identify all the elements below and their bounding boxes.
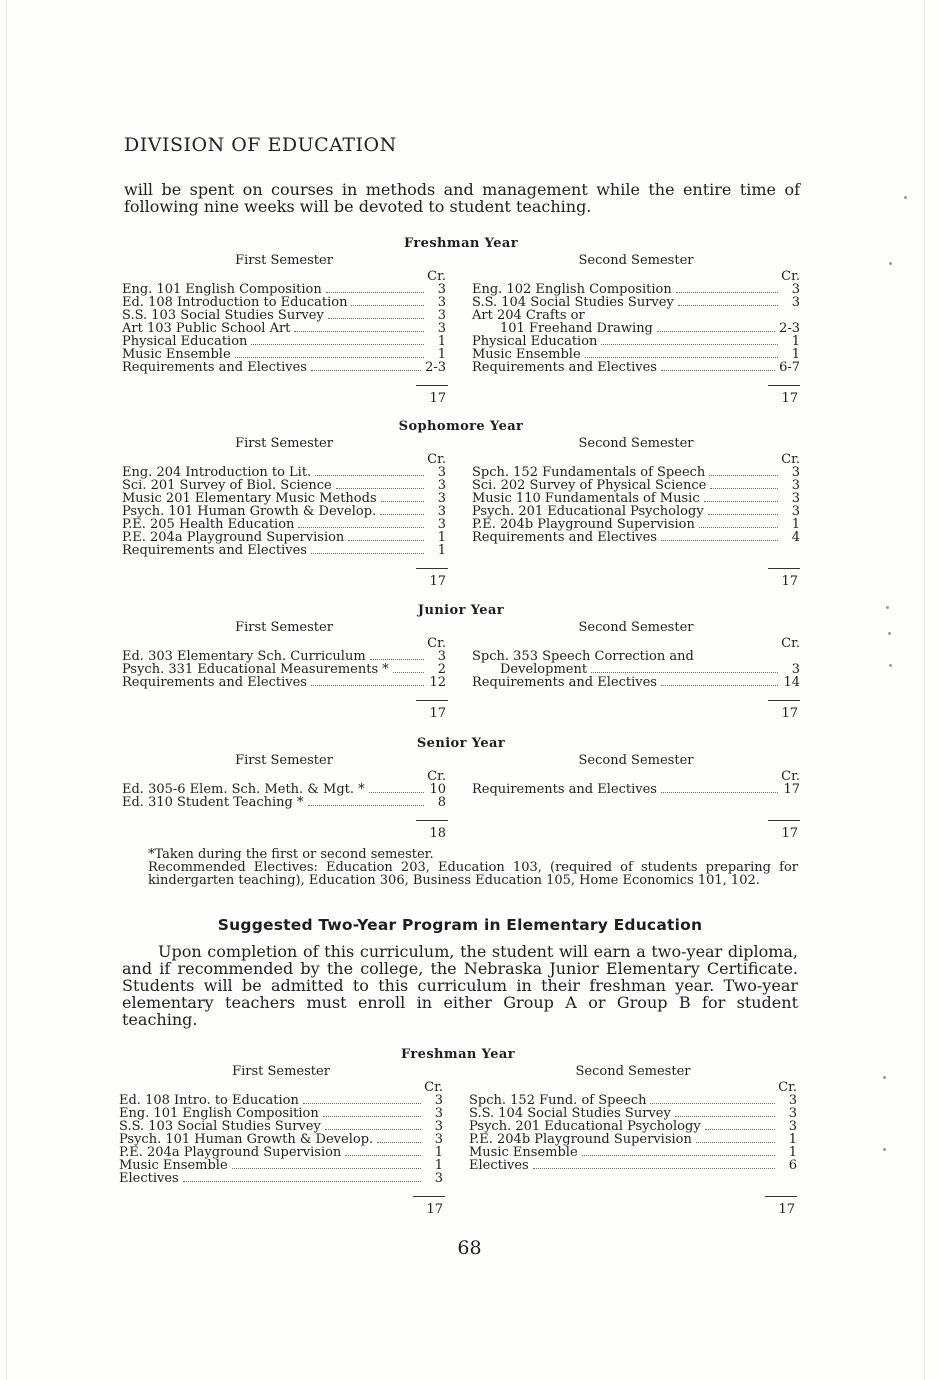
recommended-electives: Recommended Electives: Education 203, Education 103, (required of students preparing for kindergarten teaching), Education 306, Business Education 105, Home Economics 101, 102. — [148, 860, 798, 888]
course-credit: 3 — [434, 1106, 443, 1121]
dot-leader — [585, 357, 778, 358]
dot-leader — [657, 331, 775, 332]
course-name: Music Ensemble — [472, 347, 581, 362]
course-list — [122, 283, 446, 374]
total-rule — [416, 820, 448, 821]
page-number: 68 — [457, 1237, 482, 1259]
margin-speck — [886, 606, 889, 609]
course-name: Requirements and Electives — [122, 543, 307, 558]
second-semester-column — [472, 620, 800, 689]
course-list — [472, 783, 800, 796]
first-semester-column — [122, 436, 446, 557]
course-list — [472, 283, 800, 374]
course-credit: 1 — [437, 543, 446, 558]
dot-leader — [380, 514, 424, 515]
course-row — [122, 796, 446, 809]
semester-total: 17 — [781, 574, 798, 589]
course-credit: 3 — [788, 1106, 797, 1121]
course-credit: 3 — [437, 478, 446, 493]
course-name: Eng. 204 Introduction to Lit. — [122, 465, 312, 480]
course-credit: 3 — [437, 517, 446, 532]
two-year-program-paragraph: Upon completion of this curriculum, the student will earn a two-year diploma, and if recommended by the college, the Nebraska Junior Elementary Certificate. Students will be admitted to this curriculum in their freshman year. Two-year elementary teachers must enroll in either Group A or Group B for student teaching. — [122, 942, 798, 1029]
course-credit: 3 — [437, 321, 446, 336]
total-rule — [768, 568, 800, 569]
course-credit: 3 — [791, 504, 800, 519]
course-list — [122, 650, 446, 689]
course-credit: 1 — [434, 1145, 443, 1160]
dot-leader — [591, 672, 778, 673]
course-credit: 17 — [783, 782, 800, 797]
course-name: S.S. 103 Social Studies Survey — [119, 1119, 321, 1134]
course-credit: 3 — [791, 465, 800, 480]
dot-leader — [251, 344, 424, 345]
course-row — [469, 1159, 797, 1172]
dot-leader — [345, 1155, 421, 1156]
dot-leader — [294, 331, 424, 332]
second-semester-heading: Second Semester — [578, 753, 694, 768]
second-semester-heading: Second Semester — [578, 253, 694, 268]
course-credit: 3 — [437, 465, 446, 480]
two-year-program-heading: Suggested Two-Year Program in Elementary Education — [217, 916, 703, 934]
second-semester-column — [472, 436, 800, 544]
course-credit: 3 — [437, 649, 446, 664]
course-list — [122, 783, 446, 809]
course-name: Requirements and Electives — [472, 360, 657, 375]
margin-speck — [904, 196, 907, 199]
dot-leader — [348, 540, 424, 541]
course-list — [469, 1094, 797, 1172]
course-name: Spch. 152 Fund. of Speech — [469, 1093, 647, 1108]
course-name: Development — [500, 662, 588, 677]
second-semester-column — [469, 1064, 797, 1172]
semester-total: 17 — [429, 574, 446, 589]
year-title: Senior Year — [416, 736, 506, 751]
course-list — [122, 466, 446, 557]
course-name: Psych. 101 Human Growth & Develop. — [122, 504, 377, 519]
semester-total: 17 — [781, 706, 798, 721]
dot-leader — [298, 527, 424, 528]
course-row — [122, 544, 446, 557]
course-name: Music Ensemble — [122, 347, 231, 362]
course-name: P.E. 205 Health Education — [122, 517, 295, 532]
course-name: Ed. 108 Intro. to Education — [119, 1093, 299, 1108]
dot-leader — [235, 357, 424, 358]
dot-leader — [183, 1181, 421, 1182]
second-semester-heading: Second Semester — [578, 620, 694, 635]
course-name: P.E. 204b Playground Supervision — [472, 517, 695, 532]
dot-leader — [678, 305, 778, 306]
margin-speck — [883, 1076, 886, 1079]
dot-leader — [308, 805, 424, 806]
first-semester-heading: First Semester — [235, 620, 333, 635]
first-semester-heading: First Semester — [232, 1064, 330, 1079]
dot-leader — [676, 292, 778, 293]
semester-total: 17 — [781, 391, 798, 406]
course-credit: 1 — [791, 334, 800, 349]
total-rule — [413, 1196, 445, 1197]
course-name: Ed. 310 Student Teaching * — [122, 795, 304, 810]
dot-leader — [326, 292, 424, 293]
first-semester-column — [122, 620, 446, 689]
course-list — [472, 466, 800, 544]
credit-column-heading: Cr. — [781, 452, 800, 467]
course-credit: 4 — [791, 530, 800, 545]
dot-leader — [323, 1116, 421, 1117]
credit-column-heading: Cr. — [781, 269, 800, 284]
total-rule — [768, 820, 800, 821]
first-semester-heading: First Semester — [235, 253, 333, 268]
semester-total: 17 — [429, 391, 446, 406]
course-credit: 3 — [788, 1093, 797, 1108]
total-rule — [416, 385, 448, 386]
course-credit: 3 — [437, 308, 446, 323]
margin-speck — [883, 1148, 886, 1151]
course-credit: 3 — [434, 1119, 443, 1134]
dot-leader — [325, 1129, 421, 1130]
total-rule — [416, 568, 448, 569]
credit-column-heading: Cr. — [781, 636, 800, 651]
dot-leader — [393, 672, 424, 673]
dot-leader — [370, 659, 424, 660]
course-name: Psych. 331 Educational Measurements * — [122, 662, 389, 677]
course-credit: 3 — [791, 282, 800, 297]
dot-leader — [303, 1103, 421, 1104]
dot-leader — [351, 305, 424, 306]
dot-leader — [315, 475, 424, 476]
year-title: Freshman Year — [401, 1047, 515, 1062]
credit-column-heading: Cr. — [778, 1080, 797, 1095]
course-row — [119, 1172, 443, 1185]
course-name: Music 201 Elementary Music Methods — [122, 491, 377, 506]
second-semester-column — [472, 253, 800, 374]
margin-speck — [889, 664, 892, 667]
dot-leader — [696, 1142, 775, 1143]
credit-column-heading: Cr. — [424, 1080, 443, 1095]
course-credit: 14 — [783, 675, 800, 690]
course-credit: 2-3 — [425, 360, 446, 375]
course-name: Electives — [119, 1171, 179, 1186]
course-name: Music Ensemble — [119, 1158, 228, 1173]
dot-leader — [661, 370, 775, 371]
course-name: Requirements and Electives — [472, 782, 657, 797]
course-name: Music Ensemble — [469, 1145, 578, 1160]
course-name: S.S. 103 Social Studies Survey — [122, 308, 324, 323]
course-name: Art 103 Public School Art — [122, 321, 291, 336]
margin-speck — [888, 632, 891, 635]
course-row — [472, 676, 800, 689]
course-name: Psych. 201 Educational Psychology — [469, 1119, 701, 1134]
course-name: P.E. 204a Playground Supervision — [122, 530, 345, 545]
course-credit: 3 — [791, 662, 800, 677]
dot-leader — [661, 792, 778, 793]
year-title: Junior Year — [417, 603, 505, 618]
credit-column-heading: Cr. — [781, 769, 800, 784]
dot-leader — [328, 318, 424, 319]
dot-leader — [710, 488, 778, 489]
course-row — [472, 783, 800, 796]
first-semester-heading: First Semester — [235, 436, 333, 451]
credit-column-heading: Cr. — [427, 269, 446, 284]
course-name: Physical Education — [472, 334, 598, 349]
dot-leader — [582, 1155, 775, 1156]
year-title: Sophomore Year — [398, 419, 524, 434]
total-rule — [416, 700, 448, 701]
dot-leader — [311, 553, 424, 554]
course-credit: 3 — [437, 282, 446, 297]
course-credit: 3 — [434, 1171, 443, 1186]
course-row — [122, 361, 446, 374]
course-credit: 1 — [791, 517, 800, 532]
course-credit: 3 — [437, 295, 446, 310]
course-name: Requirements and Electives — [472, 530, 657, 545]
dot-leader — [704, 501, 778, 502]
dot-leader — [311, 370, 421, 371]
course-credit: 3 — [791, 491, 800, 506]
course-name: Physical Education — [122, 334, 248, 349]
credit-column-heading: Cr. — [427, 452, 446, 467]
course-name: P.E. 204b Playground Supervision — [469, 1132, 692, 1147]
dot-leader — [369, 792, 424, 793]
course-name: P.E. 204a Playground Supervision — [119, 1145, 342, 1160]
course-credit: 3 — [434, 1093, 443, 1108]
semester-total: 18 — [429, 826, 446, 841]
course-name: Sci. 201 Survey of Biol. Science — [122, 478, 332, 493]
course-credit: 6-7 — [779, 360, 800, 375]
credit-column-heading: Cr. — [427, 769, 446, 784]
course-name: 101 Freehand Drawing — [500, 321, 653, 336]
course-credit: 1 — [437, 347, 446, 362]
course-name: Eng. 101 English Composition — [119, 1106, 319, 1121]
dot-leader — [601, 344, 778, 345]
dot-leader — [661, 540, 778, 541]
dot-leader — [708, 514, 778, 515]
first-semester-heading: First Semester — [235, 753, 333, 768]
year-title: Freshman Year — [404, 236, 518, 251]
first-semester-column — [122, 753, 446, 809]
second-semester-heading: Second Semester — [578, 436, 694, 451]
course-name: Ed. 303 Elementary Sch. Curriculum — [122, 649, 366, 664]
course-name: Art 204 Crafts or — [472, 308, 585, 323]
running-head: DIVISION OF EDUCATION — [124, 134, 397, 156]
dot-leader — [705, 1129, 775, 1130]
course-credit: 8 — [437, 795, 446, 810]
dot-leader — [709, 475, 778, 476]
course-credit: 1 — [791, 347, 800, 362]
course-credit: 2 — [437, 662, 446, 677]
course-list — [119, 1094, 443, 1185]
course-credit: 6 — [788, 1158, 797, 1173]
course-credit: 12 — [429, 675, 446, 690]
course-name: Spch. 152 Fundamentals of Speech — [472, 465, 706, 480]
credit-column-heading: Cr. — [427, 636, 446, 651]
total-rule — [768, 700, 800, 701]
course-credit: 3 — [437, 491, 446, 506]
dot-leader — [650, 1103, 775, 1104]
semester-total: 17 — [781, 826, 798, 841]
course-credit: 1 — [788, 1132, 797, 1147]
course-row — [472, 361, 800, 374]
dot-leader — [336, 488, 424, 489]
dot-leader — [533, 1168, 775, 1169]
intro-paragraph: will be spent on courses in methods and management while the entire time of following nine weeks will be devoted to student teaching. — [124, 180, 800, 216]
course-credit: 3 — [791, 295, 800, 310]
semester-total: 17 — [429, 706, 446, 721]
first-semester-column — [122, 253, 446, 374]
semester-total: 17 — [778, 1202, 795, 1217]
total-rule — [768, 385, 800, 386]
course-row — [122, 676, 446, 689]
course-name: Spch. 353 Speech Correction and — [472, 649, 694, 664]
course-name: Psych. 201 Educational Psychology — [472, 504, 704, 519]
footnote-taken: *Taken during the first or second semester. — [148, 847, 434, 862]
course-name: S.S. 104 Social Studies Survey — [472, 295, 674, 310]
course-credit: 3 — [788, 1119, 797, 1134]
dot-leader — [675, 1116, 775, 1117]
course-credit: 3 — [434, 1132, 443, 1147]
course-credit: 1 — [437, 334, 446, 349]
course-credit: 1 — [434, 1158, 443, 1173]
course-credit: 1 — [437, 530, 446, 545]
course-name: Ed. 108 Introduction to Education — [122, 295, 348, 310]
course-name: Music 110 Fundamentals of Music — [472, 491, 700, 506]
course-name: Requirements and Electives — [472, 675, 657, 690]
course-name: Electives — [469, 1158, 529, 1173]
course-name: S.S. 104 Social Studies Survey — [469, 1106, 671, 1121]
second-semester-heading: Second Semester — [575, 1064, 691, 1079]
course-name: Requirements and Electives — [122, 360, 307, 375]
dot-leader — [311, 685, 424, 686]
course-credit: 2-3 — [779, 321, 800, 336]
course-name: Eng. 101 English Composition — [122, 282, 322, 297]
second-semester-column — [472, 753, 800, 796]
semester-total: 17 — [426, 1202, 443, 1217]
course-row — [472, 531, 800, 544]
total-rule — [765, 1196, 797, 1197]
course-name: Psych. 101 Human Growth & Develop. — [119, 1132, 374, 1147]
dot-leader — [232, 1168, 421, 1169]
dot-leader — [381, 501, 424, 502]
course-list — [472, 650, 800, 689]
dot-leader — [699, 527, 778, 528]
course-credit: 1 — [788, 1145, 797, 1160]
course-credit: 10 — [429, 782, 446, 797]
first-semester-column — [119, 1064, 443, 1185]
footnotes — [122, 848, 798, 887]
course-name: Sci. 202 Survey of Physical Science — [472, 478, 707, 493]
course-name: Requirements and Electives — [122, 675, 307, 690]
margin-speck — [889, 262, 892, 265]
dot-leader — [377, 1142, 421, 1143]
dot-leader — [661, 685, 778, 686]
course-name: Ed. 305-6 Elem. Sch. Meth. & Mgt. * — [122, 782, 365, 797]
course-name: Eng. 102 English Composition — [472, 282, 672, 297]
course-credit: 3 — [791, 478, 800, 493]
course-credit: 3 — [437, 504, 446, 519]
